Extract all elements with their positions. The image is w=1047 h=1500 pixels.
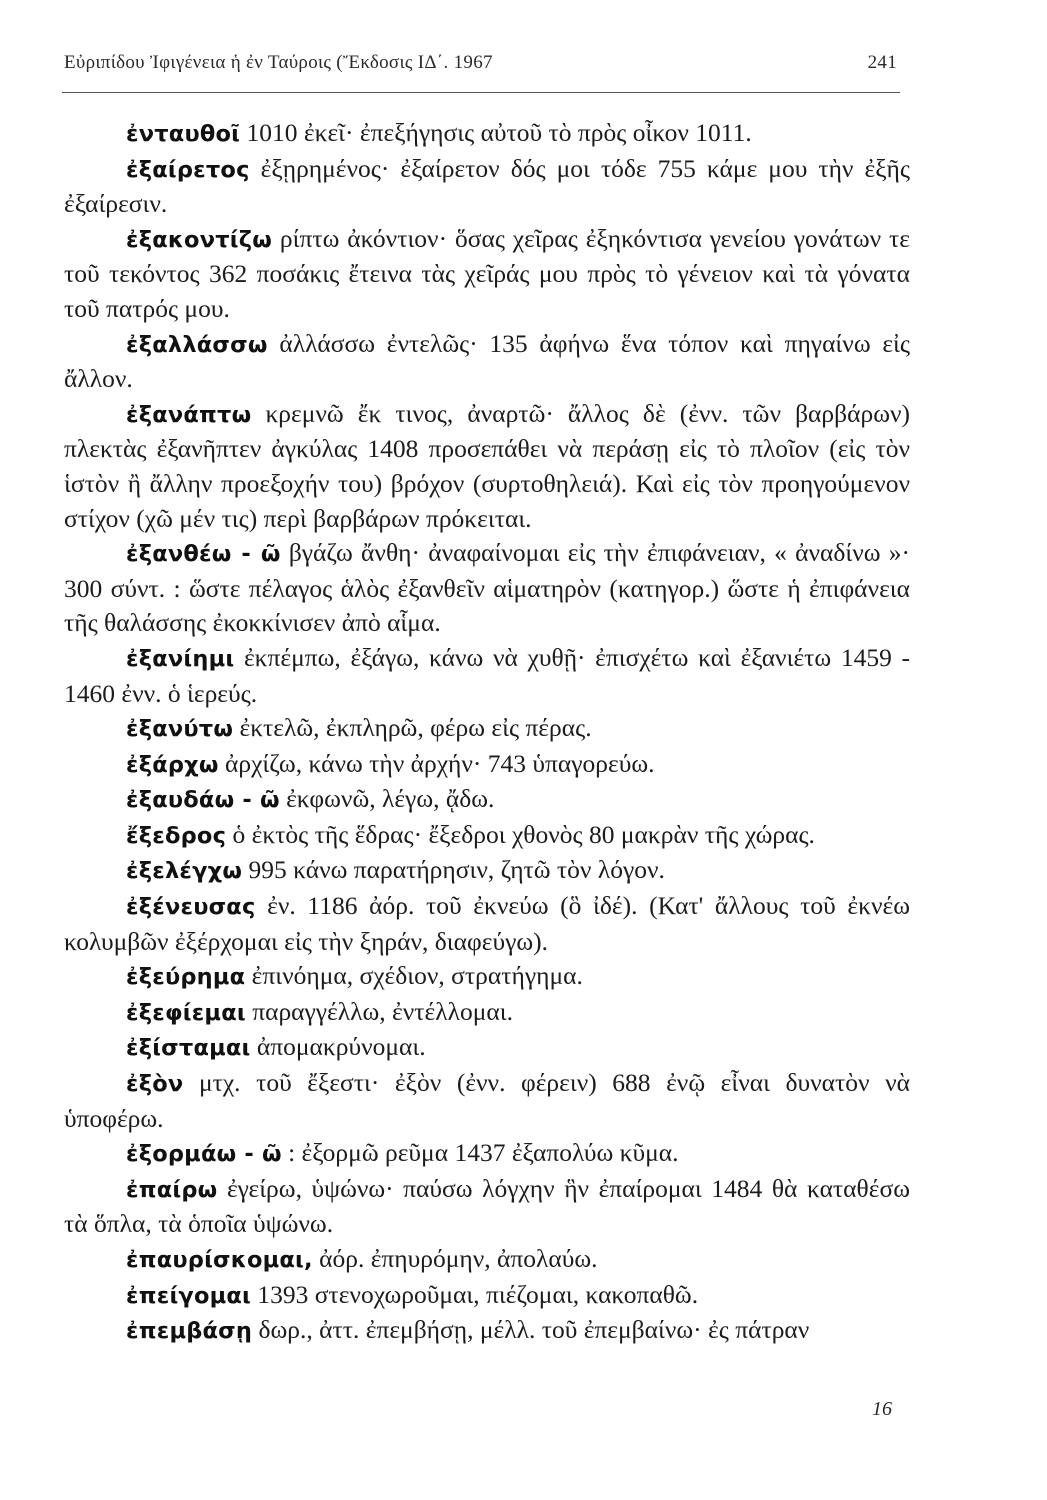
glossary-entry (64, 641, 910, 711)
glossary-entry (64, 536, 910, 641)
headword: ἐξεφίεμαι (126, 999, 246, 1026)
glossary-entry (64, 1030, 910, 1066)
definition: : ἐξορμῶ ρεῦμα 1437 ἐξαπολύω κῦμα. (281, 1138, 679, 1168)
definition: ὁ ἐκτὸς τῆς ἕδρας· ἔξεδροι χθονὸς 80 μακρὰν τῆς χώρας. (226, 819, 815, 849)
definition: 1393 στενοχωροῦμαι, πιέζομαι, κακοπαθῶ. (250, 1279, 699, 1309)
definition: ἐξῃρημένος· ἐξαίρετον δός μοι τόδε 755 κάμε μου τὴν ἐξῆς ἐξαίρεσιν. (64, 153, 910, 219)
glossary-entries (64, 116, 910, 1349)
glossary-entry (64, 397, 910, 536)
headword: ἐξορμάω - ῶ (126, 1141, 282, 1168)
headword: ἐξίσταμαι (126, 1035, 251, 1062)
definition: βγάζω ἄνθη· ἀναφαίνομαι εἰς τὴν ἐπιφάνειαν, « ἀναδίνω »· 300 σύντ. : ὥστε πέλαγος ἁλὸς ἐξανθεῖν αἱματηρὸν (κατηγορ.) ὥστε ἡ ἐπιφάνεια τῆς θαλάσσης ἐκοκκίνισεν ἀπὸ αἷμα. (64, 538, 910, 638)
headword: ἐξανίημι (126, 645, 235, 672)
page-number: 241 (867, 52, 897, 73)
glossary-entry (64, 711, 910, 747)
folio-signature: 16 (872, 1398, 892, 1420)
glossary-entry (64, 747, 910, 783)
definition: ἀόρ. ἐπηυρόμην, ἀπολαύω. (312, 1244, 598, 1273)
glossary-entry (64, 889, 910, 959)
header-rule (62, 92, 900, 93)
definition: ἐπινόημα, σχέδιον, στρατήγημα. (245, 961, 583, 991)
glossary-entry (64, 1172, 910, 1242)
glossary-entry (64, 1066, 910, 1136)
headword: ἐξακοντίζω (126, 226, 273, 253)
headword: ἐπείγομαι (126, 1282, 251, 1309)
headword: ἐξαυδάω - ῶ (126, 787, 280, 814)
glossary-entry (64, 327, 910, 397)
headword: ἐξαίρετος (126, 156, 250, 183)
headword: ἐξὸν (126, 1071, 184, 1098)
headword: ἔξεδρος (126, 822, 227, 849)
glossary-entry (64, 959, 910, 995)
definition: 995 κάνω παρατήρησιν, ζητῶ τὸν λόγον. (242, 855, 665, 885)
headword: ἐξελέγχω (126, 858, 243, 885)
definition: κρεμνῶ ἔκ τινος, ἀναρτῶ· ἄλλος δὲ (ἐνν. τῶν βαρβάρων) πλεκτὰς ἐξανῆπτεν ἀγκύλας 1408 προσεπάθει νὰ περάσῃ εἰς τὸ πλοῖον (εἰς τὸν ἱστὸν ἢ ἄλλην προεξοχήν του) βρόχον (συρτοθηλειά). Καὶ εἰς τὸν προηγούμενον στίχον (χῶ μέν τις) περὶ βαρβάρων πρόκειται. (64, 398, 910, 533)
glossary-entry (64, 1313, 910, 1349)
glossary-entry (64, 818, 910, 854)
headword: ἐπαυρίσκομαι, (126, 1247, 313, 1273)
headword: ἐξανάπτω (126, 401, 252, 428)
headword: ἐξαλλάσσω (126, 331, 268, 358)
definition: ἀρχίζω, κάνω τὴν ἀρχήν· 743 ὑπαγορεύω. (218, 748, 655, 778)
glossary-entry (64, 152, 910, 222)
headword: ἐνταυθοῖ (126, 121, 241, 147)
definition: μτχ. τοῦ ἔξεστι· ἐξὸν (ἐνν. φέρειν) 688 ἐνῷ εἶναι δυνατὸν νὰ ὑποφέρω. (64, 1068, 910, 1133)
headword: ἐπεμβάσῃ (126, 1318, 253, 1345)
headword: ἐξένευσας (126, 894, 256, 921)
glossary-entry (64, 782, 910, 818)
definition: ἐκφωνῶ, λέγω, ᾄδω. (279, 784, 495, 814)
headword: ἐξεύρημα (126, 964, 246, 991)
definition: ἐγείρω, ὑψώνω· παύσω λόγχην ἣν ἐπαίρομαι 1484 θὰ καταθέσω τὰ ὅπλα, τὰ ὁποῖα ὑψώνω. (64, 1173, 910, 1239)
definition: 1010 ἐκεῖ· ἐπεξήγησις αὐτοῦ τὸ πρὸς οἶκον 1011. (240, 118, 752, 147)
running-head-title: Εὐριπίδου Ἰφιγένεια ἡ ἐν Ταύροις (Ἔκδοσις ΙΔ΄. 1967 (64, 52, 493, 73)
glossary-entry (64, 853, 910, 889)
definition: δωρ., ἀττ. ἐπεμβήσῃ, μέλλ. τοῦ ἐπεμβαίνω· ἐς πάτραν (252, 1315, 810, 1345)
headword: ἐξάρχω (126, 751, 219, 778)
glossary-entry (64, 1136, 910, 1172)
definition: ἀπομακρύνομαι. (250, 1032, 426, 1062)
headword: ἐξανθέω - ῶ (126, 541, 281, 568)
definition: ἐκπέμπω, ἐξάγω, κάνω νὰ χυθῇ· ἐπισχέτω καὶ ἐξανιέτω 1459 - 1460 ἐνν. ὁ ἱερεύς. (64, 642, 910, 708)
glossary-entry (64, 222, 910, 327)
definition: παραγγέλλω, ἐντέλλομαι. (245, 996, 513, 1026)
definition: ἐν. 1186 ἀόρ. τοῦ ἐκνεύω (ὃ ἰδέ). (Κατ' ἄλλους τοῦ ἐκνέω κολυμβῶν ἐξέρχομαι εἰς τὴν ξηράν, διαφεύγω). (64, 891, 910, 956)
glossary-entry (64, 1242, 910, 1278)
definition: ρίπτω ἀκόντιον· ὅσας χεῖρας ἐξηκόντισα γενείου γονάτων τε τοῦ τεκόντος 362 ποσάκις ἔτεινα τὰς χεῖράς μου πρὸς τὸ γένειον καὶ τὰ γόνατα τοῦ πατρός μου. (64, 223, 910, 323)
headword: ἐξανύτω (126, 716, 234, 743)
definition: ἀλλάσσω ἐντελῶς· 135 ἀφήνω ἕνα τόπον καὶ πηγαίνω εἰς ἄλλον. (64, 328, 910, 394)
headword: ἐπαίρω (126, 1176, 218, 1203)
definition: ἐκτελῶ, ἐκπληρῶ, φέρω εἰς πέρας. (233, 713, 592, 743)
glossary-entry (64, 1278, 910, 1314)
running-head (64, 52, 897, 74)
glossary-entry (64, 116, 910, 152)
glossary-entry (64, 995, 910, 1031)
